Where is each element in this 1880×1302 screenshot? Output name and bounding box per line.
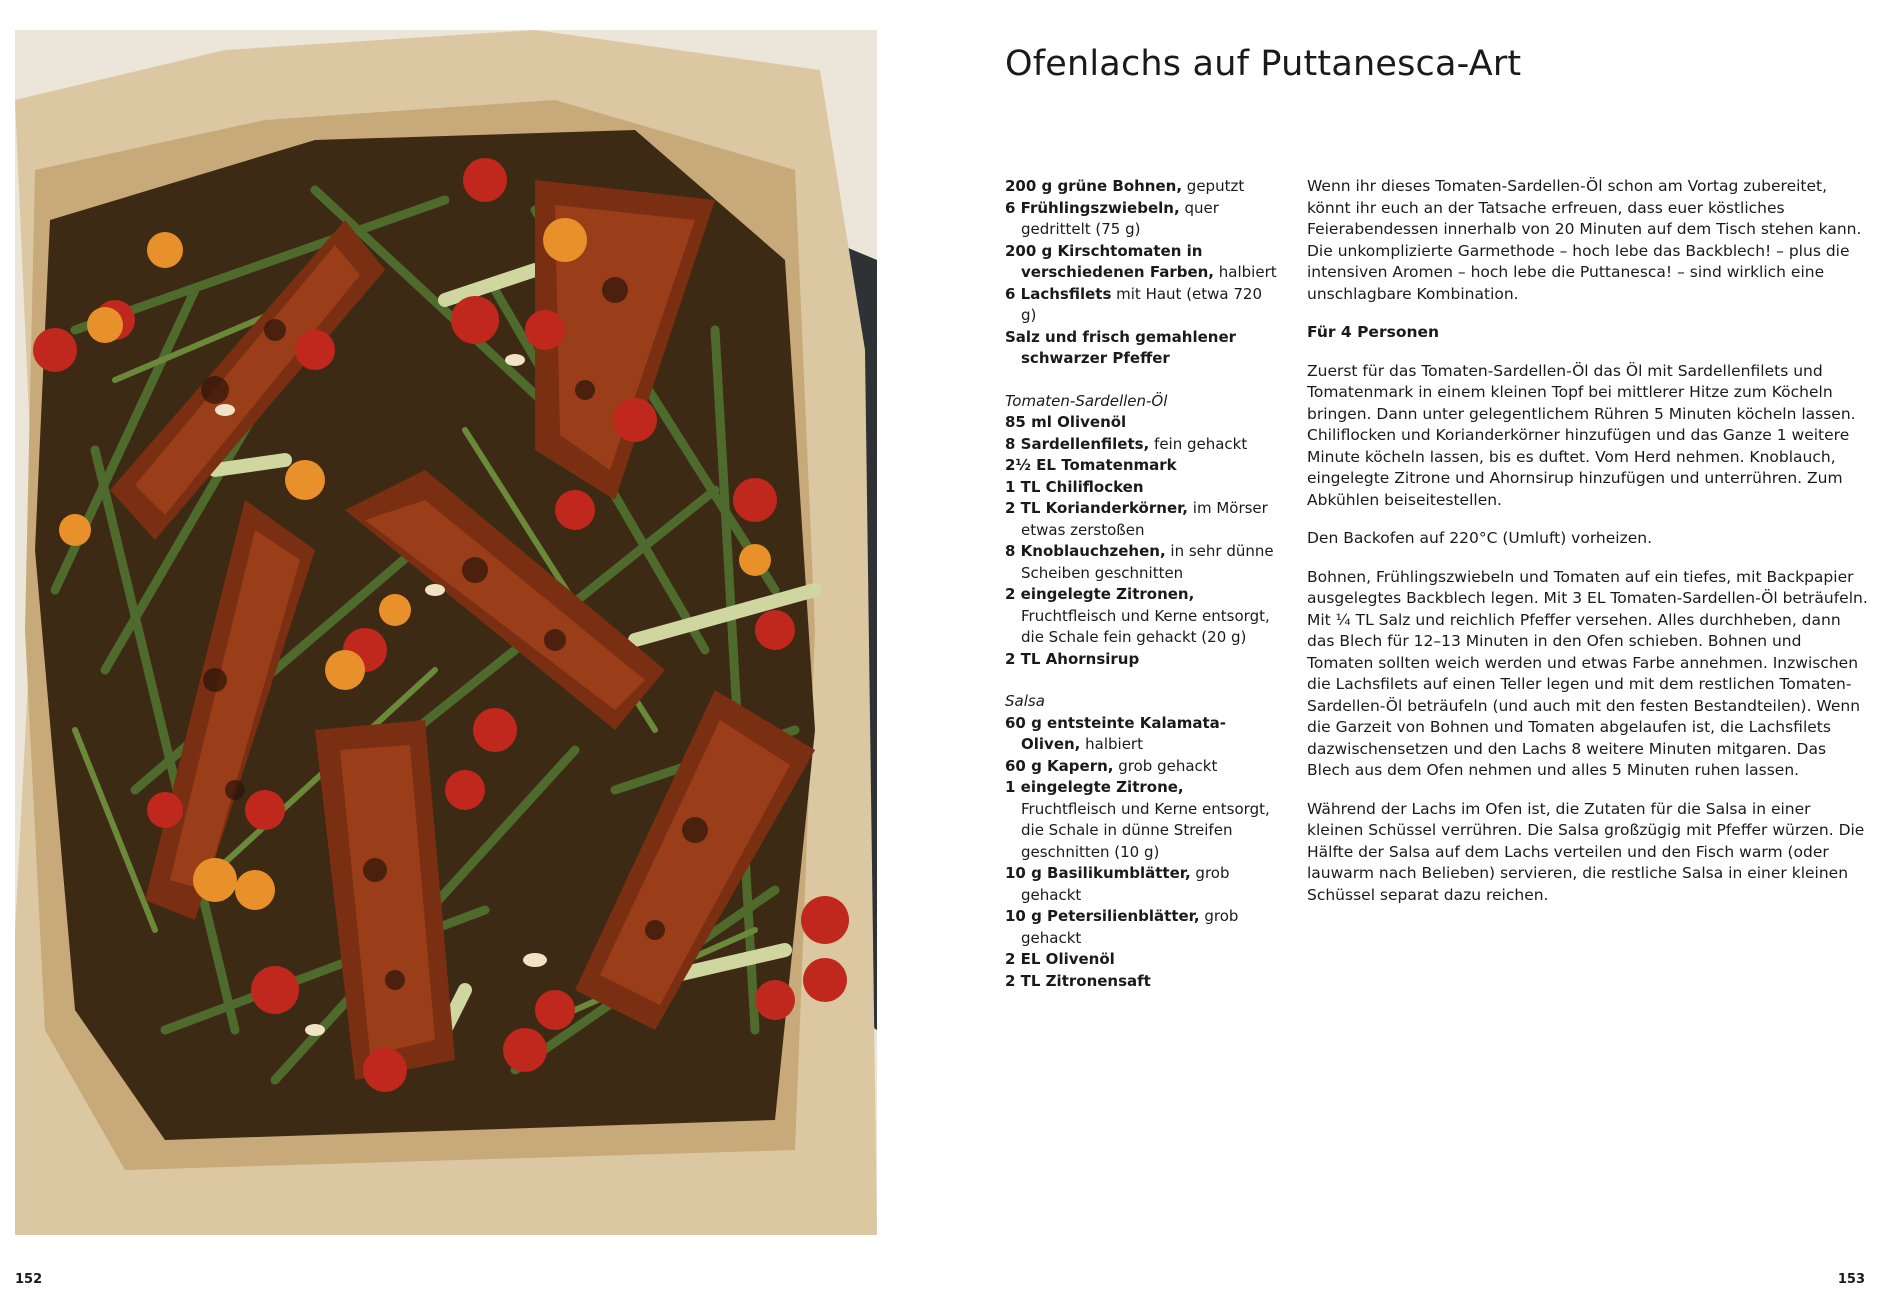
ingredient-item: 2 TL Korianderkörner, im Mörser etwas zerstoßen [1005,499,1268,539]
ingredient-item: 200 g grüne Bohnen, geputzt [1005,177,1245,195]
ingredient-item: Salz und frisch gemahlener schwarzer Pfeffer [1005,327,1237,367]
salmon-tray-illustration [15,30,877,1235]
ingredient-item: 2 EL Olivenöl [1005,950,1115,968]
ingredient-item: 1 TL Chiliflocken [1005,477,1144,496]
ingredient-group-main [1005,176,1280,370]
ingredient-item: 2 TL Ahornsirup [1005,649,1140,668]
method-step-3: Bohnen, Frühlingszwiebeln und Tomaten auf ein tiefes, mit Backpapier ausgelegtes Backblech legen. Mit 3 EL Tomaten-Sardellen-Öl beträufeln. Mit ¼ TL Salz und reichlich Pfeffer versehen. Alles durchheben, dann das Blech für 12–13 Minuten in den Ofen schieben. Bohnen und Tomaten sollten weich werden und etwas Farbe annehmen. Inzwischen die Lachsfilets auf einen Teller legen und mit dem restlichen Tomaten-Sardellen-Öl beträufeln (und auch mit den festen Bestandteilen). Wenn die Garzeit von Bohnen und Tomaten abgelaufen ist, die Lachsfilets dazwischensetzen und den Lachs 8 weitere Minuten mitgaren. Das Blech aus dem Ofen nehmen und alles 5 Minuten ruhen lassen. [1307,567,1868,779]
ingredient-item: 2½ EL Tomatenmark [1005,456,1177,474]
ingredient-section-title: Salsa [1005,692,1045,710]
ingredient-item: 10 g Basilikumblätter, grob gehackt [1005,864,1230,904]
ingredient-item: 2 eingelegte Zitronen, Fruchtfleisch und Kerne entsorgt, die Schale fein gehackt (20 g) [1005,585,1270,646]
page-number-right: 153 [1837,1272,1865,1287]
ingredient-group-salsa [1005,691,1280,992]
recipe-method [1307,176,1869,923]
method-step-4: Während der Lachs im Ofen ist, die Zutaten für die Salsa in einer kleinen Schüssel verrühren. Die Salsa großzügig mit Pfeffer würzen. Die Hälfte der Salsa auf dem Lachs verteilen und den Fisch warm (oder lauwarm nach Belieben) servieren, die restliche Salsa in einer kleinen Schüssel separat dazu reichen. [1307,799,1865,904]
ingredient-item: 2 TL Zitronensaft [1005,971,1151,990]
ingredient-list [1005,176,1280,992]
ingredient-item: 1 eingelegte Zitrone, Fruchtfleisch und Kerne entsorgt, die Schale in dünne Streifen geschnitten (10 g) [1005,778,1270,861]
ingredient-item: 6 Lachsfilets mit Haut (etwa 720 g) [1005,284,1263,324]
ingredient-item: 8 Knoblauchzehen, in sehr dünne Scheiben geschnitten [1005,542,1274,582]
ingredient-item: 6 Frühlingszwiebeln, quer gedrittelt (75 g) [1005,198,1219,238]
ingredient-item: 85 ml Olivenöl [1005,413,1127,431]
servings-label: Für 4 Personen [1307,323,1440,341]
ingredient-group-oil [1005,391,1280,671]
recipe-intro: Wenn ihr dieses Tomaten-Sardellen-Öl schon am Vortag zubereitet, könnt ihr euch an der Tatsache erfreuen, dass euer köstliches Feierabendessen innerhalb von 20 Minuten auf dem Tisch stehen kann. Die unkomplizierte Garmethode – hoch lebe das Backblech! – plus die intensiven Aromen – hoch lebe die Puttanesca! – sind wirklich eine unschlagbare Kombination. [1307,177,1862,303]
ingredient-item: 60 g entsteinte Kalamata-Oliven, halbiert [1005,713,1227,753]
ingredient-item: 200 g Kirschtomaten in verschiedenen Farben, halbiert [1005,241,1277,281]
recipe-title: Ofenlachs auf Puttanesca-Art [1005,44,1522,84]
ingredient-item: 10 g Petersilienblätter, grob gehackt [1005,907,1239,947]
method-step-2: Den Backofen auf 220°C (Umluft) vorheizen. [1307,529,1653,547]
recipe-photo [15,30,877,1235]
page-number-left: 152 [15,1272,43,1287]
ingredient-item: 60 g Kapern, grob gehackt [1005,756,1218,775]
ingredient-section-title: Tomaten-Sardellen-Öl [1005,391,1168,410]
ingredient-item: 8 Sardellenfilets, fein gehackt [1005,434,1248,453]
method-step-1: Zuerst für das Tomaten-Sardellen-Öl das Öl mit Sardellenfilets und Tomatenmark in einem kleinen Topf bei mittlerer Hitze zum Köcheln bringen. Dann unter gelegentlichem Rühren 5 Minuten köcheln lassen. Chiliflocken und Korianderkörner hinzufügen und das Ganze 1 weitere Minute köcheln lassen, bis es duftet. Vom Herd nehmen. Knoblauch, eingelegte Zitrone und Ahornsirup hinzufügen und unterrühren. Zum Abkühlen beiseitestellen. [1307,361,1856,509]
